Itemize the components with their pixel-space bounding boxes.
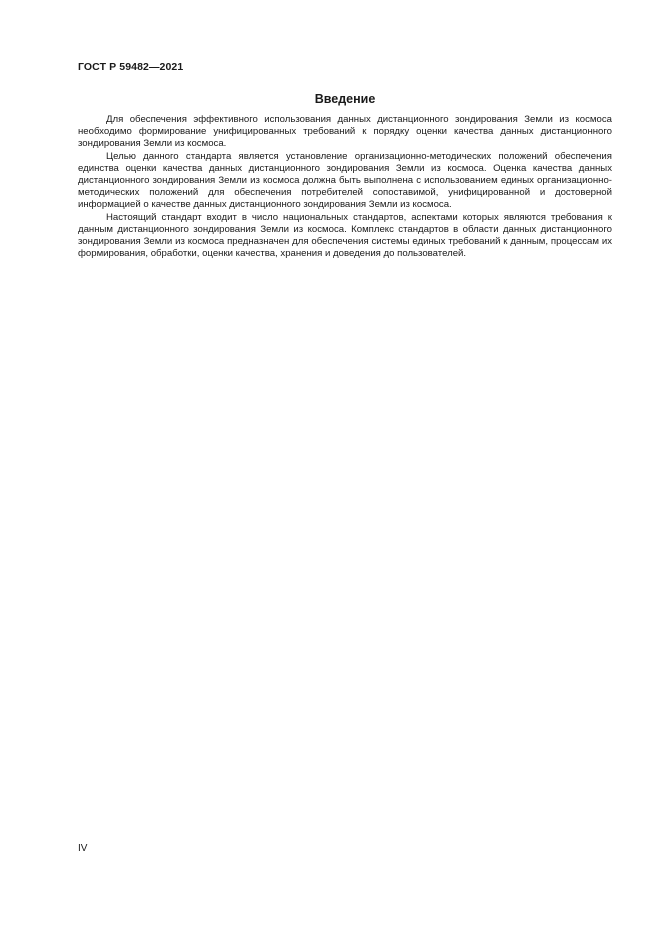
paragraph: Настоящий стандарт входит в число национальных стандартов, аспектами которых являются требования к данным дистанционного зондирования Земли из космоса. Комплекс стандартов в области данных дистанционного зондирования Земли из космоса предназначен для обеспечения системы единых требований к данным, процессам их формирования, обработки, оценки качества, хранения и доведения до пользователей.: [78, 211, 612, 260]
section-title: Введение: [314, 92, 376, 106]
paragraph: Целью данного стандарта является установление организационно-методических положений обеспечения единства оценки качества данных дистанционного зондирования Земли из космоса. Оценка качества данных дистанционного зондирования Земли из космоса должна быть выполнена с использованием единых организационно-методических положений для обеспечения потребителей сопоставимой, унифицированной и достоверной информацией о качестве данных дистанционного зондирования Земли из космоса.: [78, 150, 612, 211]
section-body: [78, 114, 612, 260]
page-number: IV: [78, 843, 88, 854]
paragraph: Для обеспечения эффективного использования данных дистанционного зондирования Земли из космоса необходимо формирование унифицированных требований к порядку оценки качества данных дистанционного зондирования Земли из космоса.: [78, 114, 612, 150]
document-header: ГОСТ Р 59482—2021: [78, 61, 184, 73]
